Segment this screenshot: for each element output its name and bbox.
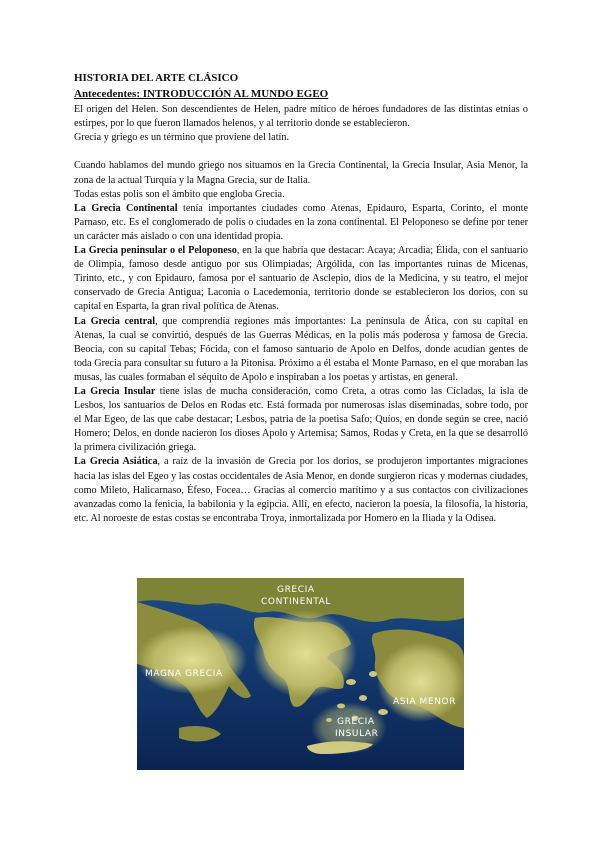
section-text: tenía importantes ciudades como Atenas, Epidauro, Esparta, Corinto, el monte Parnaso, etc. Es el conglomerado de polis o ciudades en la zona continental. El Peloponeso se define por tener un carácter más aislado o con una identidad propia.: [74, 202, 528, 242]
map-label-continental-2: CONTINENTAL: [261, 597, 331, 607]
map-label-magna: MAGNA GRECIA: [145, 669, 223, 679]
greece-map-image: [137, 578, 464, 770]
section-text: , que comprendía regiones más importantes: La península de Ática, con su capital en Atenas, la cual se convirtió, después de las Guerras Médicas, en la polis más poderosa y famosa de Grecia. Beocia, con su capital Tebas; Fócida, con el famoso santuario de Apolo en Delfos, donde acudían gentes de toda Grecia para consultar su futuro a la Pitonisa. Próximo a él estaba el Monte Parnaso, en el que moraban las musas, las cuales formaban el séquito de Apolo e inspiraban a los poetas y artistas, en general.: [74, 315, 528, 383]
subtitle-lead: Antecedentes: [74, 88, 137, 101]
map-label-insular-2: INSULAR: [335, 729, 379, 739]
section-text: , en la que habría que destacar: Acaya; Arcadia; Élida, con el santuario de Olimpia, famoso desde antiguo por sus Olimpiadas; Argólida, con las importantes ruinas de Micenas, Tirinto, etc., y con Epidauro, famosa por el santuario de Asclepio, dios de la Medicina, y su teatro, el mejor conservado de Grecia Antigua; Laconia o Lacedemonia, territorio donde se establecieron los dorios, con su capital en Esparta, la gran rival política de Atenas.: [74, 245, 529, 313]
intro-paragraph-2: Grecia y griego es un término que proviene del latín.: [74, 132, 289, 144]
section-lead: La Grecia central: [74, 315, 156, 327]
section-central: [74, 315, 528, 385]
intro-paragraph-3: Cuando hablamos del mundo griego nos situamos en la Grecia Continental, la Grecia Insular, Asia Menor, la zona de la actual Turquía y la Magna Grecia, sur de Italia.: [74, 160, 528, 186]
island: [359, 695, 367, 701]
document-title: HISTORIA DEL ARTE CLÁSICO: [74, 72, 239, 84]
intro-paragraph-4: Todas estas polis son el ámbito que engloba Grecia.: [74, 188, 285, 200]
map-label-insular-1: GRECIA: [337, 717, 375, 727]
continental-highlight: [253, 610, 357, 698]
greece-map-svg: [137, 578, 464, 770]
document-subtitle: [74, 87, 528, 101]
section-lead: La Grecia Continental: [74, 202, 178, 214]
asia-minor-highlight: [377, 642, 464, 722]
map-label-asia: ASIA MENOR: [393, 697, 457, 707]
section-continental: [74, 202, 528, 244]
section-text: , a raíz de la invasión de Grecia por los dorios, se produjeron importantes migraciones hacia las islas del Egeo y las costas occidentales de Asia Menor, en donde surgieron ricas y modernas ciudades, como Mileto, Halicarnaso, Éfeso, Focea… Gracias al comercio marítimo y a sus contactos con civilizaciones avanzadas como la fenicia, la babilonia y la egipcia. Allí, en efecto, nacieron la poesía, la filosofía, la historia, etc. Al noroeste de estas costas se encontraba Troya, inmortalizada por Homero en la Iliada y la Odisea.: [74, 456, 528, 524]
paragraph-gap: [74, 145, 528, 159]
section-insular: [74, 385, 528, 455]
insular-highlight: [311, 702, 387, 754]
island: [369, 671, 377, 677]
section-lead: La Grecia Insular: [74, 385, 156, 397]
document-body: [74, 71, 528, 526]
section-lead: La Grecia peninsular o el Peloponeso: [74, 245, 237, 257]
section-lead: La Grecia Asiática: [74, 456, 158, 468]
intro-paragraph-1: El origen del Helen. Son descendientes de Helen, padre mítico de héroes fundadores de las distintas etnias o estirpes, por lo que fueron llamados helenos, y al territorio donde se establecieron.: [74, 104, 528, 130]
map-label-continental-1: GRECIA: [277, 585, 315, 595]
section-peloponeso: [74, 244, 528, 314]
subtitle-rest: : INTRODUCCIÓN AL MUNDO EGEO: [136, 88, 329, 101]
island: [346, 679, 356, 685]
section-asiatica: [74, 455, 528, 525]
magna-grecia-highlight: [137, 626, 247, 694]
section-text: tiene islas de mucha consideración, como Creta, a otras como las Cícladas, la isla de Lesbos, los santuarios de Delos en Rodas etc. Está formada por numerosas islas diseminadas, sobre todo, por el Mar Egeo, de las que cabe destacar; Lesbos, patria de la poetisa Safo; Quíos, en donde según se cree, nació Homero; Delos, en donde nacieron los dioses Apolo y Artemisa; Samos, Rodas y Creta, en la que se desarrolló la primera civilización griega.: [74, 385, 529, 454]
